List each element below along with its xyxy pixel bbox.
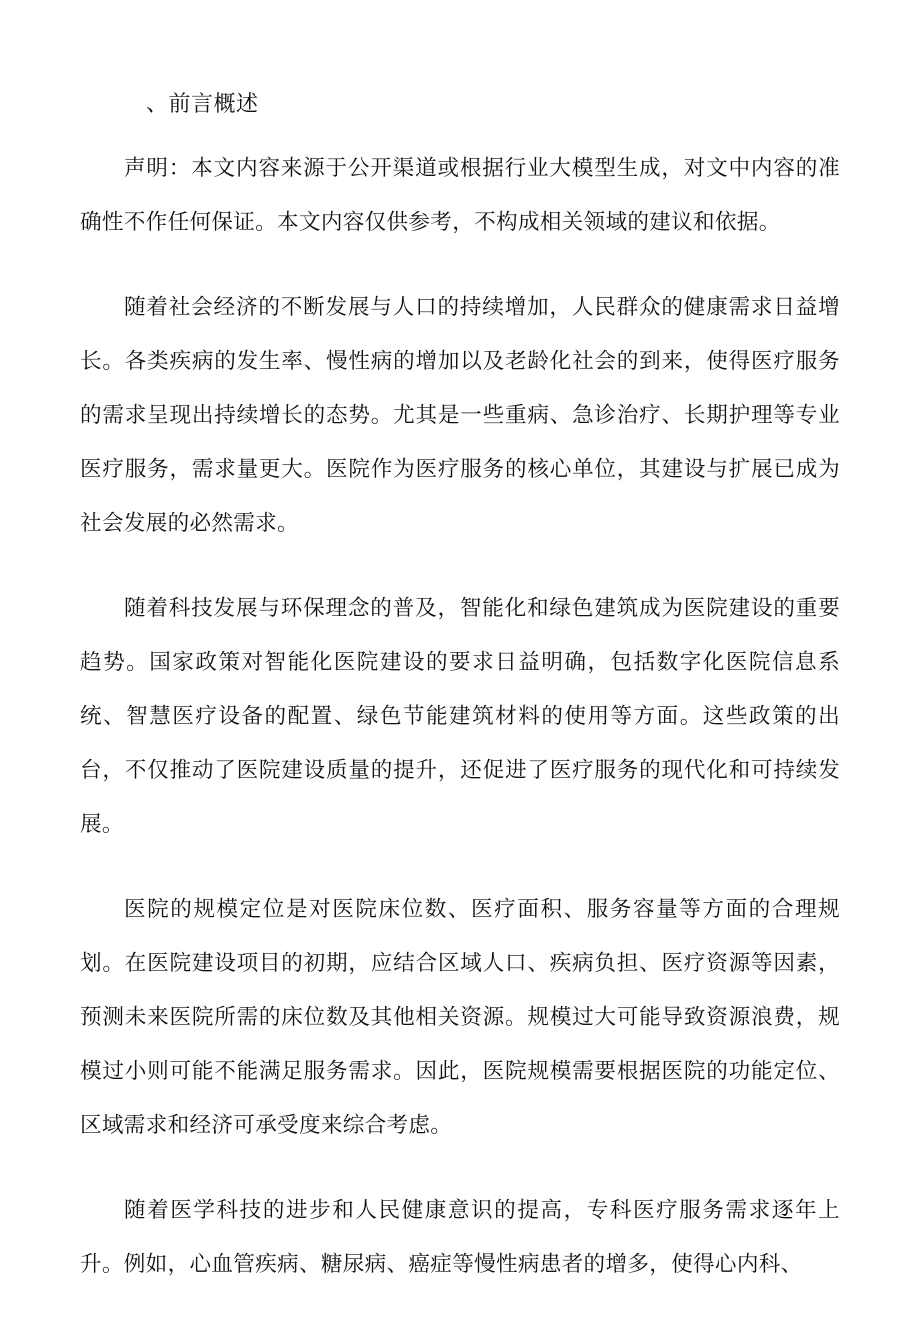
paragraph-smart-green-building: 随着科技发展与环保理念的普及，智能化和绿色建筑成为医院建设的重要趋势。国家政策对智能化医院建设的要求日益明确，包括数字化医院信息系统、智慧医疗设备的配置、绿色节能建筑材料的使用等方面。这些政策的出台，不仅推动了医院建设质量的提升，还促进了医疗服务的现代化和可持续发展。 xyxy=(80,596,840,837)
disclaimer-paragraph: 声明：本文内容来源于公开渠道或根据行业大模型生成，对文中内容的准确性不作任何保证。本文内容仅供参考，不构成相关领域的建议和依据。 xyxy=(80,156,840,235)
paragraph-health-demand: 随着社会经济的不断发展与人口的持续增加，人民群众的健康需求日益增长。各类疾病的发生率、慢性病的增加以及老龄化社会的到来，使得医疗服务的需求呈现出持续增长的态势。尤其是一些重病、急诊治疗、长期护理等专业医疗服务，需求量更大。医院作为医疗服务的核心单位，其建设与扩展已成为社会发展的必然需求。 xyxy=(80,295,840,536)
paragraph-specialty-demand: 随着医学科技的进步和人民健康意识的提高，专科医疗服务需求逐年上升。例如，心血管疾病、糖尿病、癌症等慢性病患者的增多，使得心内科、 xyxy=(80,1198,840,1277)
document-body xyxy=(80,86,840,1323)
section-heading: 、前言概述 xyxy=(146,92,259,117)
paragraph-scale-positioning: 医院的规模定位是对医院床位数、医疗面积、服务容量等方面的合理规划。在医院建设项目的初期，应结合区域人口、疾病负担、医疗资源等因素，预测未来医院所需的床位数及其他相关资源。规模过大可能导致资源浪费，规模过小则可能不能满足服务需求。因此，医院规模需要根据医院的功能定位、区域需求和经济可承受度来综合考虑。 xyxy=(80,897,840,1138)
